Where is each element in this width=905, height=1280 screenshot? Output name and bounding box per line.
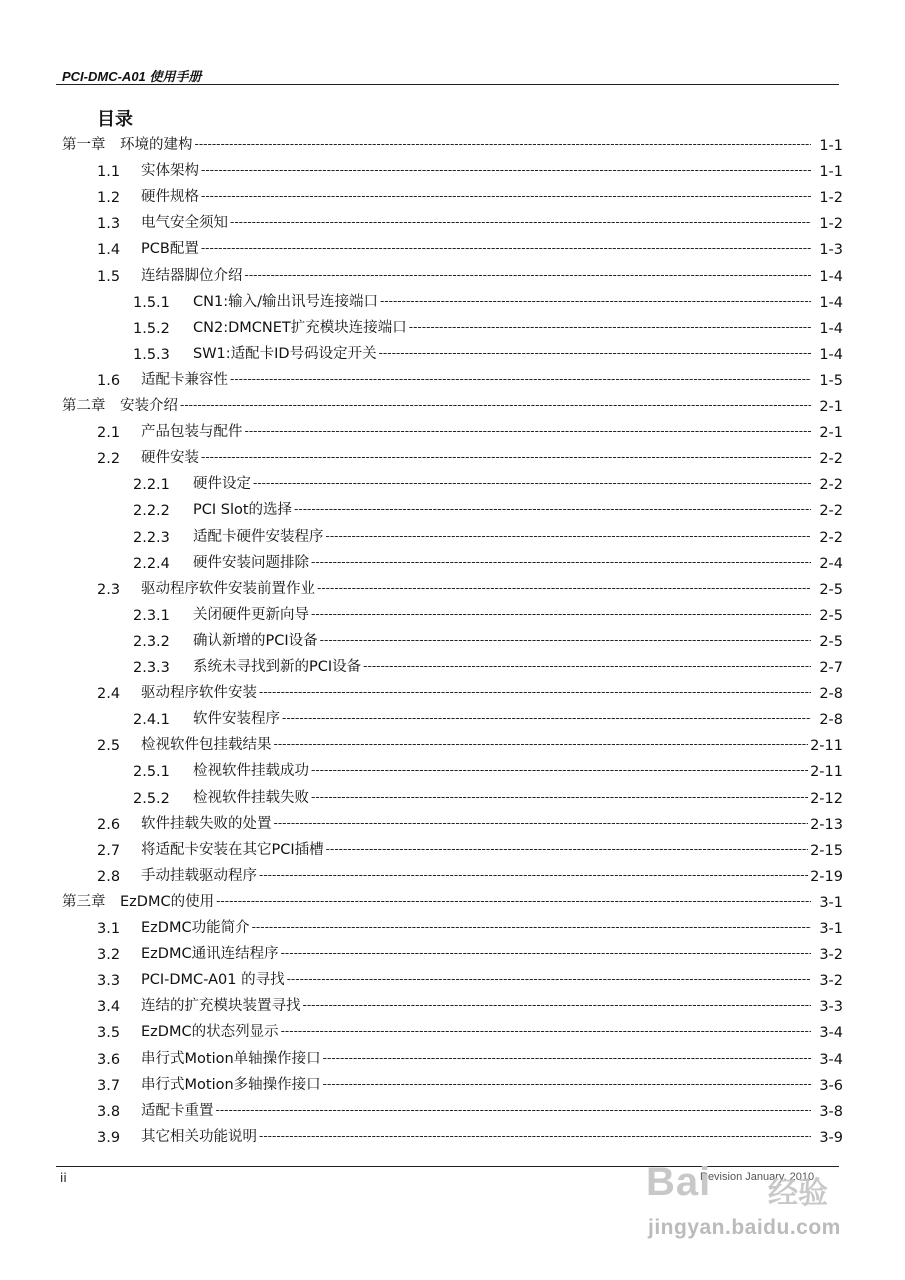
toc-entry-number: 2.4.1 xyxy=(133,712,170,729)
toc-entry-page: 3-9 xyxy=(819,1129,843,1146)
toc-entry-number: 3.6 xyxy=(97,1051,121,1068)
toc-entry[interactable] xyxy=(133,754,843,780)
toc-entry[interactable] xyxy=(133,311,843,337)
toc-entry[interactable] xyxy=(97,807,843,833)
toc-entry-number: 2.1 xyxy=(97,425,121,442)
toc-entry-title: 硬件安装 xyxy=(141,450,199,467)
toc-entry-title: 连结器脚位介绍 xyxy=(141,267,243,284)
toc-entry-title: 软件安装程序 xyxy=(193,711,280,728)
toc-entry-page: 1-5 xyxy=(819,372,843,389)
toc-entry-number: 3.9 xyxy=(97,1129,121,1146)
toc-entry-title: 电气安全须知 xyxy=(141,215,228,232)
toc-leader-dots xyxy=(259,682,811,702)
toc-entry-number: 2.5.1 xyxy=(133,764,170,781)
toc-entry[interactable] xyxy=(97,572,843,598)
toc-entry-title: 实体架构 xyxy=(141,163,199,180)
watermark-brand: Bai xyxy=(646,1160,712,1204)
toc-entry-number: 1.5.1 xyxy=(133,294,170,311)
toc-entry-title: 关闭硬件更新向导 xyxy=(193,606,309,623)
toc-leader-dots xyxy=(282,708,811,728)
header-rule xyxy=(56,84,839,85)
toc-entry-title: EzDMC的使用 xyxy=(120,893,215,910)
toc-entry[interactable] xyxy=(133,598,843,624)
footer-rule xyxy=(56,1166,839,1167)
toc-entry-title: 硬件规格 xyxy=(141,189,199,206)
toc-leader-dots xyxy=(303,995,812,1015)
toc-entry[interactable] xyxy=(133,337,843,363)
toc-entry-page: 2-4 xyxy=(819,555,843,572)
toc-leader-dots xyxy=(230,369,811,389)
toc-entry-title: PCI-DMC-A01 的寻找 xyxy=(141,972,285,989)
toc-entry-page: 2-12 xyxy=(810,790,843,807)
toc-entry-number: 2.2 xyxy=(97,451,121,468)
toc-entry[interactable] xyxy=(97,232,843,258)
toc-entry[interactable] xyxy=(97,441,843,467)
toc-entry-page: 2-2 xyxy=(819,529,843,546)
toc-entry[interactable] xyxy=(62,389,843,415)
toc-entry-title: 适配卡硬件安装程序 xyxy=(193,528,324,545)
toc-entry-number: 1.3 xyxy=(97,216,121,233)
toc-entry-number: 2.8 xyxy=(97,868,121,885)
toc-entry-number: 1.6 xyxy=(97,372,121,389)
toc-entry-title: 检视软件挂载失败 xyxy=(193,789,309,806)
watermark-url: jingyan.baidu.com xyxy=(648,1216,841,1239)
toc-entry-number: 2.2.3 xyxy=(133,529,170,546)
toc-entry-number: 3.2 xyxy=(97,947,121,964)
toc-entry[interactable] xyxy=(133,520,843,546)
toc-entry[interactable] xyxy=(97,154,843,180)
toc-leader-dots xyxy=(323,1048,811,1068)
toc-entry-page: 3-1 xyxy=(819,894,843,911)
toc-leader-dots xyxy=(201,238,811,258)
toc-entry-number: 第一章 xyxy=(62,137,106,153)
toc-leader-dots xyxy=(311,787,808,807)
toc-entry-title: 软件挂载失败的处置 xyxy=(141,815,272,832)
toc-entry-number: 2.3.3 xyxy=(133,660,170,676)
toc-entry-page: 2-5 xyxy=(819,607,843,624)
toc-leader-dots xyxy=(287,969,811,989)
toc-entry-page: 2-19 xyxy=(810,868,843,885)
toc-entry-number: 2.2.1 xyxy=(133,477,170,494)
toc-entry-number: 1.2 xyxy=(97,190,121,207)
toc-entry-number: 2.7 xyxy=(97,842,121,859)
toc-entry-title: CN1:输入/输出讯号连接端口 xyxy=(193,293,378,310)
toc-leader-dots xyxy=(379,343,811,363)
toc-entry-number: 1.1 xyxy=(97,164,121,181)
toc-entry-page: 3-4 xyxy=(819,1025,843,1042)
toc-entry[interactable] xyxy=(97,415,843,441)
toc-entry-number: 3.7 xyxy=(97,1077,121,1094)
toc-entry-page: 1-4 xyxy=(819,346,843,363)
toc-entry-number: 第二章 xyxy=(62,398,106,414)
toc-entry[interactable] xyxy=(133,650,843,676)
toc-leader-dots xyxy=(409,317,811,337)
toc-entry[interactable] xyxy=(97,1120,843,1146)
toc-entry-page: 3-2 xyxy=(819,973,843,990)
footer-page-number: ii xyxy=(60,1171,67,1185)
toc-entry-title: 检视软件包挂载结果 xyxy=(141,737,272,754)
toc-entry-page: 2-5 xyxy=(819,581,843,598)
toc-entry-number: 2.3.1 xyxy=(133,607,170,624)
toc-entry-title: 硬件设定 xyxy=(193,476,251,493)
toc-entry[interactable] xyxy=(97,963,843,989)
toc-entry-page: 2-2 xyxy=(819,503,843,520)
toc-entry-page: 3-2 xyxy=(819,947,843,964)
toc-entry-title: 系统未寻找到新的PCI设备 xyxy=(193,659,362,675)
toc-entry-title: 环境的建构 xyxy=(120,137,193,153)
toc-entry-number: 3.4 xyxy=(97,999,121,1016)
toc-entry-title: CN2:DMCNET扩充模块连接端口 xyxy=(193,319,407,336)
toc-entry[interactable] xyxy=(97,180,843,206)
toc-entry[interactable] xyxy=(133,624,843,650)
toc-entry[interactable] xyxy=(133,546,843,572)
toc-entry-page: 3-4 xyxy=(819,1051,843,1068)
toc-leader-dots xyxy=(320,630,811,650)
toc-entry-page: 2-13 xyxy=(810,816,843,833)
toc-leader-dots xyxy=(323,1074,811,1094)
toc-entry[interactable] xyxy=(97,937,843,963)
toc-entry[interactable] xyxy=(97,833,843,859)
toc-entry[interactable] xyxy=(97,1042,843,1068)
toc-entry-page: 3-6 xyxy=(819,1077,843,1094)
toc-leader-dots xyxy=(363,656,811,676)
toc-entry-title: 适配卡兼容性 xyxy=(141,371,228,388)
toc-leader-dots xyxy=(380,291,811,311)
toc-entry-number: 2.2.2 xyxy=(133,503,170,520)
toc-entry-page: 1-3 xyxy=(819,242,843,259)
toc-entry-title: 产品包装与配件 xyxy=(141,424,243,441)
toc-entry-title: 串行式Motion单轴操作接口 xyxy=(141,1050,321,1067)
toc-entry[interactable] xyxy=(97,1094,843,1120)
toc-entry-page: 3-8 xyxy=(819,1103,843,1120)
toc-leader-dots xyxy=(259,1126,811,1146)
toc-entry[interactable] xyxy=(97,259,843,285)
toc-entry[interactable] xyxy=(97,363,843,389)
toc-entry[interactable] xyxy=(97,676,843,702)
toc-leader-dots xyxy=(216,1100,812,1120)
toc-entry[interactable] xyxy=(62,128,843,154)
toc-entry-number: 2.4 xyxy=(97,686,121,703)
toc-entry-page: 2-2 xyxy=(819,477,843,494)
toc-leader-dots xyxy=(201,186,811,206)
toc-leader-dots xyxy=(311,760,808,780)
toc-entry-number: 1.4 xyxy=(97,242,121,259)
toc-leader-dots xyxy=(245,421,812,441)
toc-entry-title: PCB配置 xyxy=(141,241,199,258)
toc-entry-title: 连结的扩充模块装置寻找 xyxy=(141,998,301,1015)
toc-entry-title: 确认新增的PCI设备 xyxy=(193,632,318,649)
toc-entry-title: 驱动程序软件安装前置作业 xyxy=(141,580,315,597)
toc-leader-dots xyxy=(274,734,809,754)
toc-entry-number: 3.3 xyxy=(97,973,121,990)
toc-leader-dots xyxy=(326,526,812,546)
toc-entry-title: PCI Slot的选择 xyxy=(193,502,293,519)
toc-entry[interactable] xyxy=(133,467,843,493)
toc-entry-page: 1-4 xyxy=(819,320,843,337)
toc-entry-number: 2.5.2 xyxy=(133,790,170,807)
toc-entry-title: 手动挂载驱动程序 xyxy=(141,867,257,884)
toc-entry-page: 1-2 xyxy=(819,190,843,207)
toc-leader-dots xyxy=(180,395,811,415)
toc-leader-dots xyxy=(317,578,811,598)
toc-entry-page: 3-3 xyxy=(819,999,843,1016)
toc-entry-page: 2-5 xyxy=(819,633,843,650)
toc-leader-dots xyxy=(281,1021,811,1041)
toc-entry-title: 硬件安装问题排除 xyxy=(193,554,309,571)
toc-entry-page: 2-7 xyxy=(819,660,843,676)
toc-entry-number: 1.5 xyxy=(97,268,121,285)
toc-entry-title: SW1:适配卡ID号码设定开关 xyxy=(193,345,377,362)
toc-entry-page: 2-8 xyxy=(819,712,843,729)
toc-entry-title: 检视软件挂载成功 xyxy=(193,763,309,780)
toc-entry-title: 适配卡重置 xyxy=(141,1102,214,1119)
toc-leader-dots xyxy=(216,891,811,911)
toc-entry-number: 2.6 xyxy=(97,816,121,833)
toc-entry[interactable] xyxy=(97,728,843,754)
toc-entry-page: 2-8 xyxy=(819,686,843,703)
toc-entry-number: 第三章 xyxy=(62,893,106,910)
toc-entry-number: 2.3 xyxy=(97,581,121,598)
toc-entry-number: 3.8 xyxy=(97,1103,121,1120)
toc-entry[interactable] xyxy=(133,493,843,519)
toc-entry-page: 1-4 xyxy=(819,294,843,311)
toc-entry-page: 1-1 xyxy=(819,164,843,181)
toc-leader-dots xyxy=(195,134,812,154)
toc-leader-dots xyxy=(274,813,809,833)
toc-entry-number: 3.5 xyxy=(97,1025,121,1042)
toc-leader-dots xyxy=(230,212,811,232)
toc-entry-page: 2-1 xyxy=(819,399,843,415)
toc-entry-page: 1-4 xyxy=(819,268,843,285)
toc-entry-title: 串行式Motion多轴操作接口 xyxy=(141,1076,321,1093)
toc-entry[interactable] xyxy=(97,859,843,885)
toc-entry-number: 3.1 xyxy=(97,921,121,937)
toc-entry[interactable] xyxy=(62,885,843,911)
watermark-brand-cn: 经验 xyxy=(768,1176,828,1211)
toc-entry[interactable] xyxy=(97,911,843,937)
toc-leader-dots xyxy=(294,499,811,519)
toc-entry[interactable] xyxy=(97,206,843,232)
toc-entry-page: 2-1 xyxy=(819,425,843,442)
toc-entry-title: 驱动程序软件安装 xyxy=(141,685,257,702)
toc-entry-page: 3-1 xyxy=(819,921,843,937)
toc-entry-title: 其它相关功能说明 xyxy=(141,1128,257,1145)
toc-entry-title: 安装介绍 xyxy=(120,398,178,414)
toc-entry[interactable] xyxy=(97,989,843,1015)
toc-entry[interactable] xyxy=(97,1068,843,1094)
footer-revision: Revision January, 2010 xyxy=(700,1171,815,1183)
toc-leader-dots xyxy=(201,160,811,180)
toc-leader-dots xyxy=(253,473,811,493)
toc-entry-title: EzDMC功能简介 xyxy=(141,920,250,936)
toc-leader-dots xyxy=(245,265,812,285)
toc-leader-dots xyxy=(281,943,811,963)
toc-entry-page: 1-1 xyxy=(819,138,843,154)
toc-entry[interactable] xyxy=(133,702,843,728)
toc-entry-number: 2.5 xyxy=(97,738,121,755)
toc-entry[interactable] xyxy=(133,781,843,807)
toc-leader-dots xyxy=(311,552,811,572)
toc-leader-dots xyxy=(326,839,808,859)
toc-leader-dots xyxy=(311,604,811,624)
toc-entry-number: 2.3.2 xyxy=(133,633,170,650)
toc-entry-page: 2-15 xyxy=(810,842,843,859)
toc-entry-number: 1.5.2 xyxy=(133,320,170,337)
toc-entry[interactable] xyxy=(133,285,843,311)
toc-leader-dots xyxy=(259,865,808,885)
toc-entry-page: 2-11 xyxy=(810,764,843,781)
toc-entry-title: EzDMC的状态列显示 xyxy=(141,1024,279,1041)
toc-entry-title: 将适配卡安装在其它PCI插槽 xyxy=(141,841,324,858)
document-header-title: PCI-DMC-A01 使用手册 xyxy=(62,69,202,84)
toc-entry[interactable] xyxy=(97,1015,843,1041)
toc-entry-page: 2-2 xyxy=(819,451,843,468)
toc-entry-number: 2.2.4 xyxy=(133,555,170,572)
toc-entry-page: 2-11 xyxy=(810,738,843,755)
toc-leader-dots xyxy=(201,447,811,467)
toc-entry-page: 1-2 xyxy=(819,216,843,233)
toc-entry-title: EzDMC通讯连结程序 xyxy=(141,946,279,963)
toc-heading: 目录 xyxy=(97,109,133,130)
toc-entry-number: 1.5.3 xyxy=(133,346,170,363)
toc-leader-dots xyxy=(252,917,811,937)
